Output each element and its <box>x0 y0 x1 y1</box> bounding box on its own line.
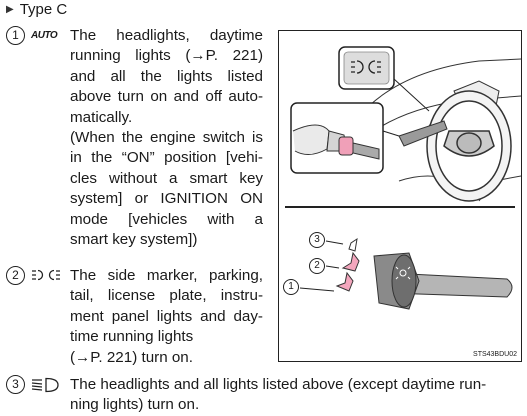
text-line: The headlights and all lights listed above (except daytime run- <box>70 376 487 393</box>
callout-3: 3 <box>309 232 325 248</box>
callout-1: 1 <box>283 279 299 295</box>
side-marker-lights-icon <box>30 268 62 282</box>
text-line: and all the lights listed <box>70 67 263 85</box>
callout-2: 2 <box>309 258 325 274</box>
text-line: (When the engine switch is <box>70 129 263 147</box>
triangle-marker-icon: ▶ <box>6 4 14 15</box>
text-line: cles without a smart key <box>70 169 263 187</box>
headlight-switch-illustration <box>279 31 521 361</box>
figure-code: STS43BDU02 <box>473 351 517 358</box>
item-1-text <box>70 26 263 250</box>
section-title: Type C <box>19 1 68 18</box>
text-line: mode [vehicles with a <box>70 210 263 228</box>
steering-wheel-drawing <box>427 91 511 201</box>
text-line: ment panel lights and day- <box>70 307 263 325</box>
auto-icon: AUTO <box>31 30 58 41</box>
text-line: time running lights <box>70 328 194 346</box>
item-number-2: 2 <box>6 266 25 285</box>
text-line: above turn on and off auto- <box>70 88 263 106</box>
text-line: smart key system]) <box>70 231 198 249</box>
text-line: The headlights, daytime <box>70 27 263 44</box>
text-line: ning lights) turn on. <box>70 396 200 414</box>
item-number-3: 3 <box>6 375 25 394</box>
text-line: tail, license plate, instru- <box>70 287 263 305</box>
item-2-text <box>70 266 263 368</box>
text-line: in the “ON” position [vehi- <box>70 149 263 167</box>
rotation-arrows <box>337 239 359 291</box>
text-line: (→P. 221) turn on. <box>70 348 193 366</box>
item-3-text <box>70 375 522 416</box>
text-line: matically. <box>70 108 133 126</box>
text-line: running lights (→P. 221) <box>70 47 263 65</box>
section-header <box>6 0 67 20</box>
headlight-icon <box>30 377 64 393</box>
headlight-switch-figure <box>278 30 522 362</box>
text-line: system] or IGNITION ON <box>70 190 263 208</box>
item-number-1: 1 <box>6 26 25 45</box>
text-line: The side marker, parking, <box>70 267 263 284</box>
